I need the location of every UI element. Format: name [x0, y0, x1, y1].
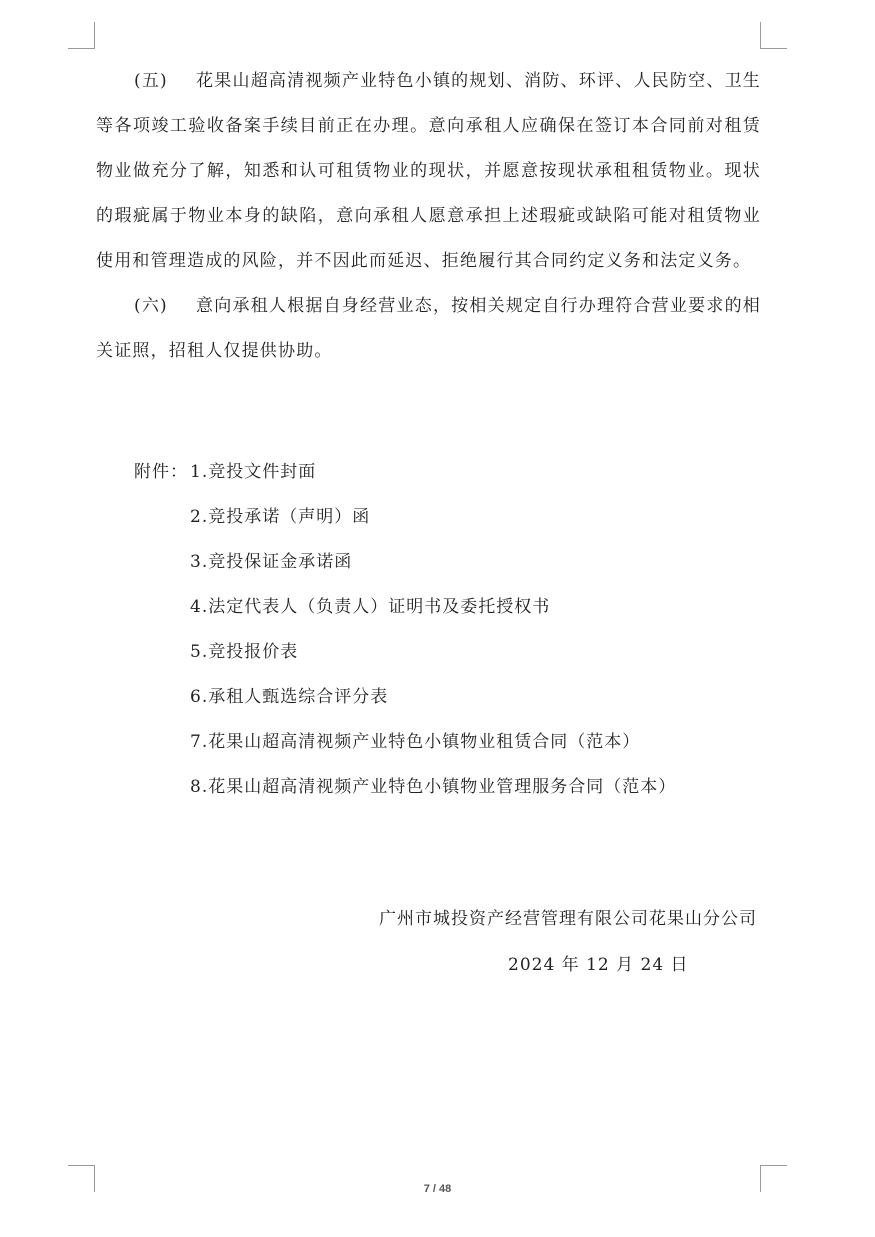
attachment-item [134, 540, 676, 585]
attachment-item [134, 495, 676, 540]
attachment-item-text: 7.花果山超高清视频产业特色小镇物业租赁合同（范本） [190, 732, 641, 752]
paragraph-number: (五) [134, 71, 168, 91]
attachments-label: 附件： [134, 462, 188, 482]
body-text [96, 59, 761, 374]
attachment-item [134, 675, 676, 720]
paragraph-text: 花果山超高清视频产业特色小镇的规划、消防、环评、人民防空、卫生等各项竣工验收备案手续目前正在办理。意向承租人应确保在签订本合同前对租赁物业做充分了解，知悉和认可租赁物业的现状，并愿意按现状承租租赁物业。现状的瑕疵属于物业本身的缺陷，意向承租人愿意承担上述瑕疵或缺陷可能对租赁物业使用和管理造成的风险，并不因此而延迟、拒绝履行其合同约定义务和法定义务。 [96, 71, 761, 271]
attachment-item-text: 5.竞投报价表 [190, 642, 299, 662]
paragraph-6 [96, 284, 761, 374]
signature-organization: 广州市城投资产经营管理有限公司花果山分公司 [379, 909, 757, 929]
paragraph-5 [96, 59, 761, 284]
attachment-item [134, 630, 676, 675]
attachment-item-text: 1.竞投文件封面 [190, 462, 317, 482]
attachment-item-text: 3.竞投保证金承诺函 [190, 552, 353, 572]
attachment-item [134, 585, 676, 630]
attachments-list [134, 450, 676, 810]
attachment-item [134, 765, 676, 810]
signature-date: 2024 年 12 月 24 日 [508, 955, 689, 975]
attachment-item-text: 2.竞投承诺（声明）函 [190, 507, 371, 527]
attachment-item-text: 4.法定代表人（负责人）证明书及委托授权书 [190, 597, 551, 617]
attachment-item-text: 6.承租人甄选综合评分表 [190, 687, 389, 707]
attachment-item-text: 8.花果山超高清视频产业特色小镇物业管理服务合同（范本） [190, 777, 677, 797]
paragraph-number: (六) [134, 296, 168, 316]
crop-mark-top-left [68, 22, 95, 49]
page-number: 7 / 48 [423, 1183, 452, 1195]
attachment-item [134, 450, 676, 495]
crop-mark-top-right [760, 22, 787, 49]
attachment-item [134, 720, 676, 765]
paragraph-text: 意向承租人根据自身经营业态，按相关规定自行办理符合营业要求的相关证照，招租人仅提供协助。 [96, 296, 761, 361]
